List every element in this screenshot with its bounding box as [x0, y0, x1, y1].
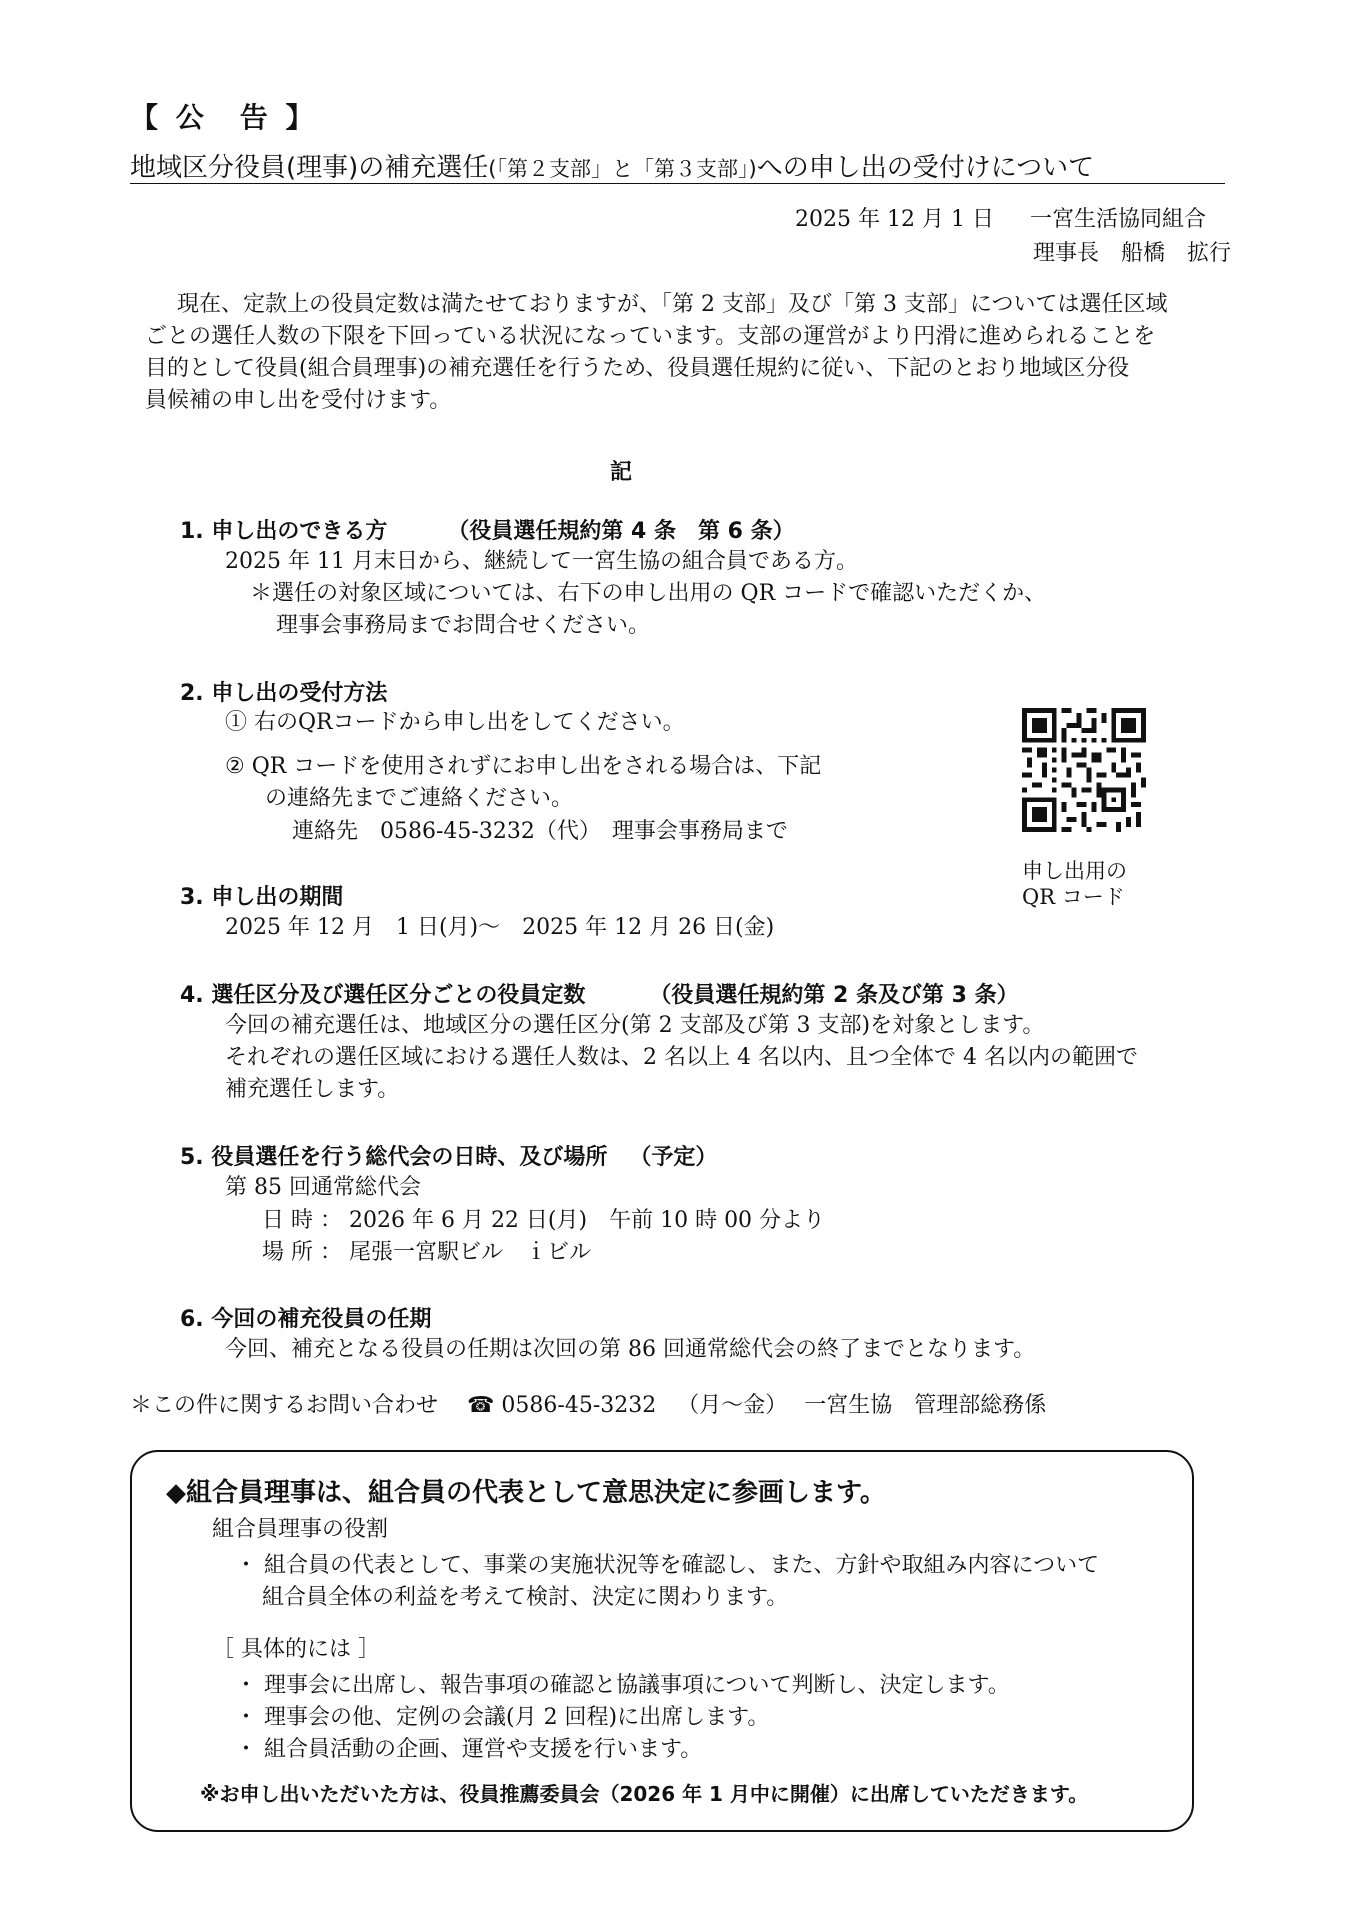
section-4-line: 補充選任します。	[225, 1077, 400, 1102]
section-1-line: 2025 年 11 月末日から、継続して一宮生協の組合員である方。	[225, 549, 858, 574]
section-1-line: ＊選任の対象区域については、右下の申し出用の QR コードで確認いただくか、	[250, 581, 1047, 606]
section-3-line: 2025 年 12 月 1 日(月)～ 2025 年 12 月 26 日(金)	[225, 915, 775, 940]
intro-paragraph	[145, 289, 1230, 417]
ki-mark: 記	[610, 460, 633, 485]
inquiry-dept: 一宮生協 管理部総務係	[804, 1393, 1047, 1418]
intro-line: 員候補の申し出を受付けます。	[145, 388, 452, 413]
section-3-heading: 3. 申し出の期間	[180, 885, 344, 910]
specific-item: ・ 組合員活動の企画、運営や支援を行います。	[235, 1737, 703, 1762]
section-1-title: 1. 申し出のできる方	[180, 519, 388, 544]
section-1-line: 理事会事務局までお問合せください。	[276, 613, 651, 638]
title-tail: への申し出の受付けについて	[756, 153, 1095, 183]
issuer-person	[1033, 236, 1231, 267]
qr-caption-line: 申し出用の	[1022, 859, 1127, 883]
title-paren: (「第２支部」と「第３支部」)	[488, 157, 757, 181]
role-box-footnote: ※お申し出いただいた方は、役員推薦委員会（2026 年 1 月中に開催）に出席していただきます。	[200, 1782, 1089, 1806]
section-5-heading	[180, 1140, 717, 1171]
issuer-org: 一宮生活協同組合	[1030, 207, 1207, 232]
section-6-line: 今回、補充となる役員の任期は次回の第 86 回通常総代会の終了までとなります。	[225, 1337, 1036, 1362]
section-4-ref: （役員選任規約第 2 条及び第 3 条）	[649, 983, 1019, 1008]
section-5-datetime: 日 時 ： 2026 年 6 月 22 日(月) 午前 10 時 00 分より	[262, 1208, 826, 1233]
section-4-line: 今回の補充選任は、地域区分の選任区分(第 2 支部及び第 3 支部)を対象とします。	[225, 1013, 1045, 1038]
inquiry-phone: 0586-45-3232	[501, 1393, 657, 1418]
qr-code[interactable]	[1022, 708, 1146, 832]
qr-caption-line: QR コード	[1022, 885, 1125, 909]
section-5-venue: 場 所 ： 尾張一宮駅ビル ｉビル	[262, 1240, 591, 1265]
section-6-heading: 6. 今回の補充役員の任期	[180, 1307, 432, 1332]
section-2-line: の連絡先までご連絡ください。	[265, 786, 574, 811]
page-title	[130, 147, 1094, 184]
inquiry-hours: （月～金）	[677, 1393, 788, 1418]
qr-caption	[1022, 858, 1127, 910]
section-5-title: 5. 役員選任を行う総代会の日時、及び場所	[180, 1145, 608, 1170]
intro-line: 目的として役員(組合員理事)の補充選任を行うため、役員選任規約に従い、下記のとおり地域区分役	[145, 356, 1130, 381]
issue-date: 2025 年 12 月 1 日	[795, 207, 994, 232]
role-box-subtitle: 組合員理事の役割	[212, 1517, 389, 1542]
section-5-ref: （予定）	[629, 1145, 718, 1170]
role-line: 組合員全体の利益を考えて検討、決定に関わります。	[262, 1585, 789, 1610]
section-2-heading: 2. 申し出の受付方法	[180, 681, 388, 706]
section-2-line: ② QR コードを使用されずにお申し出をされる場合は、下記	[225, 754, 822, 779]
section-1-heading	[180, 514, 795, 545]
phone-icon: ☎	[467, 1393, 495, 1418]
specific-item: ・ 理事会の他、定例の会議(月 2 回程)に出席します。	[235, 1705, 770, 1730]
section-2-contact: 連絡先 0586-45-3232（代） 理事会事務局まで	[292, 819, 788, 844]
title-underline	[130, 183, 1225, 184]
section-4-heading	[180, 978, 1019, 1009]
title-main: 地域区分役員(理事)の補充選任	[130, 153, 489, 183]
role-box-headline: ◆組合員理事は、組合員の代表として意思決定に参画します。	[166, 1478, 886, 1508]
inquiry-line	[130, 1388, 1046, 1419]
notice-label: 【 公 告 】	[130, 101, 318, 134]
intro-line: ごとの選任人数の下限を下回っている状況になっています。支部の運営がより円滑に進められることを	[145, 324, 1156, 349]
section-2-line: ① 右のQRコードから申し出をしてください。	[225, 710, 685, 735]
inquiry-label: ＊この件に関するお問い合わせ	[130, 1393, 439, 1418]
section-5-line: 第 85 回通常総代会	[225, 1175, 421, 1200]
section-1-ref: （役員選任規約第 4 条 第 6 条）	[447, 519, 795, 544]
specific-label: ［ 具体的には ］	[212, 1637, 380, 1662]
specific-item: ・ 理事会に出席し、報告事項の確認と協議事項について判断し、決定します。	[235, 1673, 1010, 1698]
section-4-title: 4. 選任区分及び選任区分ごとの役員定数	[180, 983, 586, 1008]
section-4-line: それぞれの選任区域における選任人数は、2 名以上 4 名以内、且つ全体で 4 名以内の範囲で	[225, 1045, 1138, 1070]
issuer-name: 船橋 拡行	[1121, 241, 1232, 266]
intro-line: 現在、定款上の役員定数は満たせておりますが、「第 2 支部」及び「第 3 支部」については選任区域	[177, 292, 1168, 317]
role-line: ・ 組合員の代表として、事業の実施状況等を確認し、また、方針や取組み内容について	[235, 1553, 1100, 1578]
issuer-role: 理事長	[1033, 241, 1100, 266]
